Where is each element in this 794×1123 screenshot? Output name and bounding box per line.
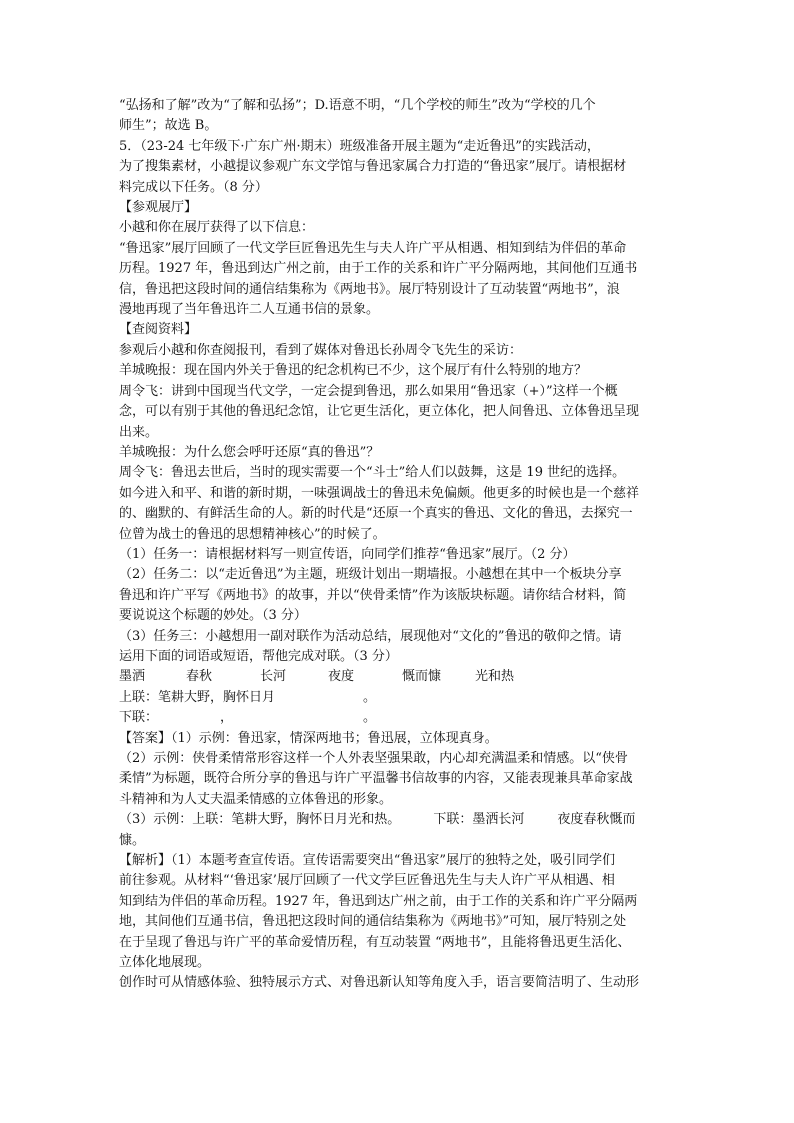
text-line: 前往参观。从材料“‘鲁迅家’展厅回顾了一代文学巨匠鲁迅先生与夫人许广平从相遇、相: [119, 873, 615, 889]
text-line: 师生”；故选 B。: [119, 118, 218, 134]
text-line: 念，可以有别于其他的鲁迅纪念馆，让它更生活化，更立体化，把人间鲁迅、立体鲁迅呈现: [119, 404, 640, 420]
text-line: 创作时可从情感体验、独特展示方式、对鲁迅新认知等角度入手，语言要简洁明了、生动形: [119, 975, 640, 991]
text-line: 在于呈现了鲁迅与许广平的革命爱情历程，有互动装置 “两地书”，且能将鲁迅更生活化、: [119, 934, 631, 950]
text-line: 料完成以下任务。（8 分）: [119, 179, 268, 195]
section-heading: 【查阅资料】: [119, 322, 198, 338]
text-line: 出来。: [119, 424, 159, 440]
text-line: 运用下面的词语或短语，帮他完成对联。（3 分）: [119, 648, 398, 664]
text-line: 要说说这个标题的妙处。（3 分）: [119, 608, 307, 624]
couplet-lower: [119, 708, 679, 728]
text-line: 参观后小越和你查阅报刊，看到了媒体对鲁迅长孙周令飞先生的采访：: [119, 342, 523, 358]
text-line: 周令飞：讲到中国现当代文学，一定会提到鲁迅，那么如果用“鲁迅家（+）”这样一个概: [119, 383, 618, 399]
couplet-upper-end: 。: [363, 689, 377, 705]
text-line: 位曾为战士的鲁迅的思想精神核心”的时候了。: [119, 526, 386, 542]
text-line: 柔情”为标题，既符合所分享的鲁迅与许广平温馨书信故事的内容，又能表现兼具革命家战: [119, 771, 633, 787]
text-line: 慷。: [119, 832, 146, 848]
text-line: 知到结为伴侣的革命历程。1927 年，鲁迅到达广州之前，由于工作的关系和许广平分隔两: [119, 893, 638, 909]
word-option: 长河: [260, 669, 287, 685]
text-line: 鲁迅和许广平写《两地书》的故事，并以“侠骨柔情”作为该版块标题。请你结合材料，简: [119, 587, 627, 603]
text-line: 历程。1927 年，鲁迅到达广州之前，由于工作的关系和许广平分隔两地，其间他们互通书: [119, 261, 638, 277]
word-options: [119, 667, 679, 687]
text-line: 为了搜集素材，小越提议参观广东文学馆与鲁迅家属合力打造的“鲁迅家”展厅。请根据材: [119, 159, 627, 175]
text-line: 地，其间他们互通书信，鲁迅把这段时间的通信结集称为《两地书》”可知，展厅特别之处: [119, 914, 627, 930]
word-option: 春秋: [186, 669, 213, 685]
task-line: （1）任务一：请根据材料写一则宣传语，向同学们推荐“鲁迅家”展厅。（2 分）: [119, 546, 576, 562]
text-line: 的、幽默的、有鲜活生命的人。新的时代是“还原一个真实的鲁迅、文化的鲁迅，去探究一: [119, 506, 633, 522]
couplet-upper: [119, 688, 679, 708]
text-line: 信，鲁迅把这段时间的通信结集称为《两地书》。展厅特别设计了互动装置“两地书”，浪: [119, 281, 620, 297]
question-header: 5．（23-24 七年级下·广东广州·期末）班级准备开展主题为“走近鲁迅”的实践活动，: [119, 138, 600, 154]
analysis-heading: 【解析】（1）本题考查宣传语。宣传语需要突出“鲁迅家”展厅的独特之处，吸引同学们: [119, 853, 616, 869]
text-line: 周令飞：鲁迅去世后，当时的现实需要一个“斗士”给人们以鼓舞，这是 19 世纪的选择。: [119, 465, 626, 481]
couplet-upper-text: 上联：笔耕大野，胸怀日月: [119, 689, 276, 705]
text-line: 羊城晚报：为什么您会呼吁还原“真的鲁迅”？: [119, 444, 380, 460]
text-line: （2）示例：侠骨柔情常形容这样一个人外表坚强果敢，内心却充满温柔和情感。以“侠骨: [119, 751, 628, 766]
couplet-lower-mid: ，: [220, 710, 234, 726]
couplet-lower-text: 下联：: [119, 710, 159, 726]
text-line: 漫地再现了当年鲁迅许二人互通书信的景象。: [119, 302, 380, 318]
word-option: 夜度: [328, 669, 355, 685]
text-line: 羊城晚报：现在国内外关于鲁迅的纪念机构已不少，这个展厅有什么特别的地方？: [119, 363, 588, 379]
task-line: （3）任务三：小越想用一副对联作为活动总结，展现他对“文化的”鲁迅的敬仰之情。请: [119, 628, 622, 644]
text-line: 小越和你在展厅获得了以下信息：: [119, 220, 315, 236]
text-line: “鲁迅家”展厅回顾了一代文学巨匠鲁迅先生与夫人许广平从相遇、相知到结为伴侣的革命: [119, 240, 627, 256]
text-line: “弘扬和了解”改为“了解和弘扬”；D.语意不明，“几个学校的师生”改为“学校的几个: [119, 98, 596, 113]
section-heading: 【参观展厅】: [119, 200, 198, 216]
word-option: 慨而慷: [402, 669, 442, 685]
word-option: 光和热: [475, 669, 515, 685]
text-line: 如今进入和平、和谐的新时期，一味强调战士的鲁迅未免偏颇。他更多的时候也是一个慈祥: [119, 485, 640, 501]
text-line: 立体化地展现。: [119, 955, 211, 971]
task-line: （2）任务二：以“走近鲁迅”为主题，班级计划出一期墙报。小越想在其中一个板块分享: [119, 567, 622, 583]
couplet-lower-end: 。: [363, 710, 377, 726]
answer-heading: 【答案】（1）示例：鲁迅家，情深两地书；鲁迅展，立体现真身。: [119, 730, 498, 746]
text-line: 斗精神和为人丈夫温柔情感的立体鲁迅的形象。: [119, 791, 393, 807]
document-page: [119, 96, 679, 994]
word-option: 墨洒: [119, 669, 146, 685]
text-line: （3）示例：上联：笔耕大野，胸怀日月光和热。 下联：墨洒长河 夜度春秋慨而: [119, 812, 636, 828]
